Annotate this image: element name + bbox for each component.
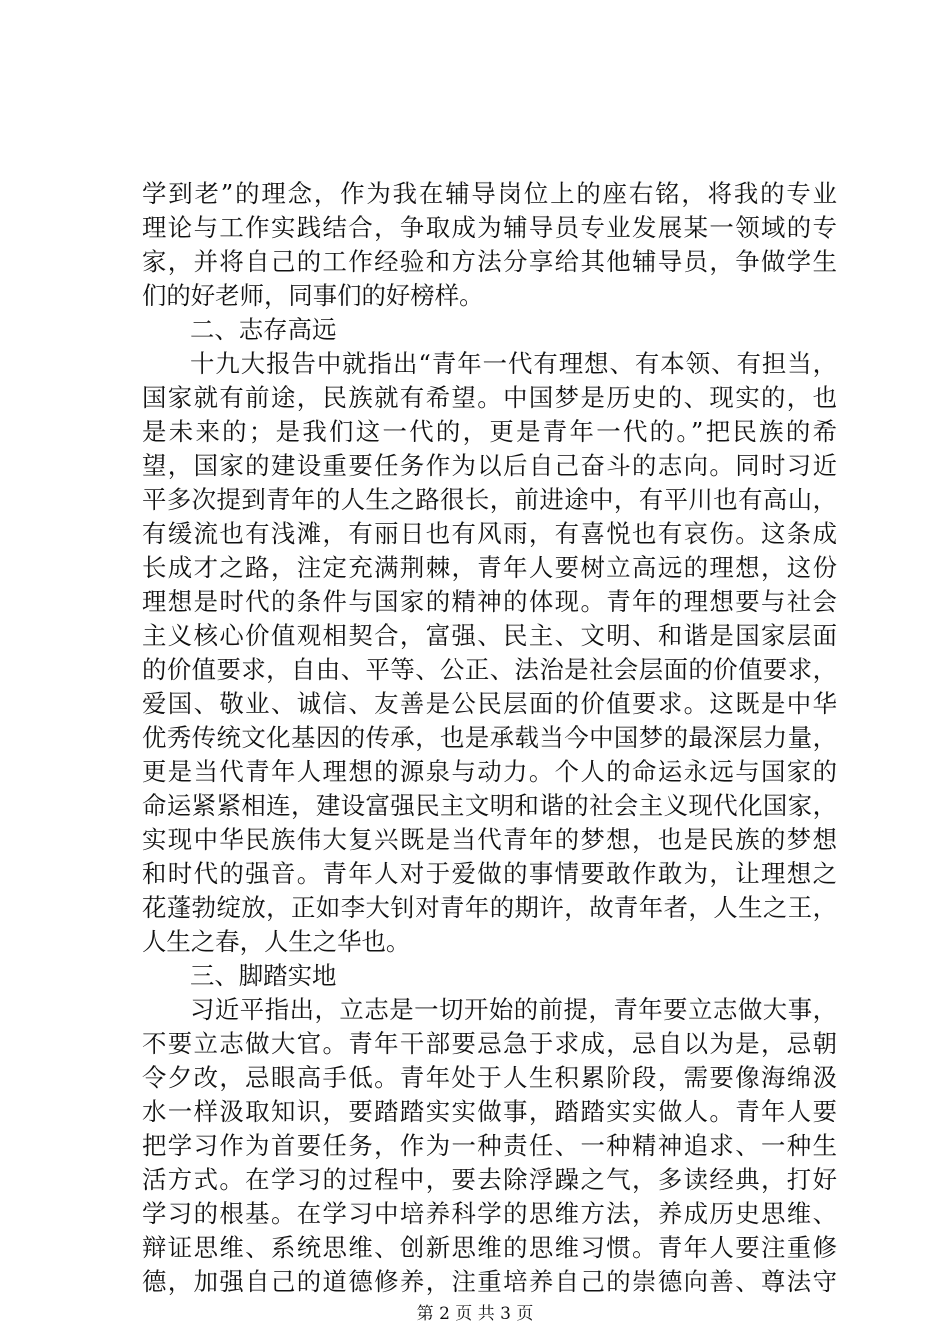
body-text-line: 主义核心价值观相契合，富强、民主、文明、和谐是国家层面: [142, 621, 837, 650]
body-text-line: 平多次提到青年的人生之路很长，前进途中，有平川也有高山，: [142, 485, 837, 514]
body-text-line: 人生之春，人生之华也。: [142, 927, 411, 956]
body-text-line: 有缓流也有浅滩，有丽日也有风雨，有喜悦也有哀伤。这条成: [142, 519, 837, 548]
body-text-line: 学到老”的理念，作为我在辅导岗位上的座右铭，将我的专业: [142, 179, 837, 208]
body-text-line: 学习的根基。在学习中培养科学的思维方法，养成历史思维、: [142, 1199, 837, 1228]
page-number-footer: 第 2 页 共 3 页: [416, 1304, 534, 1324]
body-text-line: 的价值要求，自由、平等、公正、法治是社会层面的价值要求，: [142, 655, 837, 684]
body-text-line: 家，并将自己的工作经验和方法分享给其他辅导员，争做学生: [142, 247, 837, 276]
body-text-line: 理想是时代的条件与国家的精神的体现。青年的理想要与社会: [142, 587, 837, 616]
body-text-line: 花蓬勃绽放，正如李大钊对青年的期许，故青年者，人生之王，: [142, 893, 837, 922]
body-text-line: 德，加强自己的道德修养，注重培养自己的崇德向善、尊法守: [142, 1267, 837, 1296]
paragraph-first-line: 习近平指出，立志是一切开始的前提，青年要立志做大事，: [190, 995, 837, 1024]
paragraph-first-line: 十九大报告中就指出“青年一代有理想、有本领、有担当，: [190, 349, 837, 378]
body-text-line: 和时代的强音。青年人对于爱做的事情要敢作敢为，让理想之: [142, 859, 837, 888]
body-text-line: 爱国、敬业、诚信、友善是公民层面的价值要求。这既是中华: [142, 689, 837, 718]
body-text-line: 望，国家的建设重要任务作为以后自己奋斗的志向。同时习近: [142, 451, 837, 480]
body-text-line: 是未来的；是我们这一代的，更是青年一代的。”把民族的希: [142, 417, 837, 446]
body-text-line: 更是当代青年人理想的源泉与动力。个人的命运永远与国家的: [142, 757, 837, 786]
body-text-line: 活方式。在学习的过程中，要去除浮躁之气，多读经典，打好: [142, 1165, 837, 1194]
body-text-line: 们的好老师，同事们的好榜样。: [142, 281, 484, 310]
body-text-line: 优秀传统文化基因的传承，也是承载当今中国梦的最深层力量，: [142, 723, 837, 752]
body-text-line: 水一样汲取知识，要踏踏实实做事，踏踏实实做人。青年人要: [142, 1097, 837, 1126]
body-text-line: 命运紧紧相连，建设富强民主文明和谐的社会主义现代化国家，: [142, 791, 837, 820]
body-text-line: 国家就有前途，民族就有希望。中国梦是历史的、现实的，也: [142, 383, 837, 412]
body-text-line: 实现中华民族伟大复兴既是当代青年的梦想，也是民族的梦想: [142, 825, 837, 854]
section-heading: 二、志存高远: [190, 315, 337, 344]
body-text-line: 把学习作为首要任务，作为一种责任、一种精神追求、一种生: [142, 1131, 837, 1160]
body-text-line: 长成才之路，注定充满荆棘，青年人要树立高远的理想，这份: [142, 553, 837, 582]
body-text-line: 令夕改，忌眼高手低。青年处于人生积累阶段，需要像海绵汲: [142, 1063, 837, 1092]
body-text-line: 辩证思维、系统思维、创新思维的思维习惯。青年人要注重修: [142, 1233, 837, 1262]
body-text-line: 不要立志做大官。青年干部要忌急于求成，忌自以为是，忌朝: [142, 1029, 837, 1058]
section-heading: 三、脚踏实地: [190, 961, 337, 990]
body-text-line: 理论与工作实践结合，争取成为辅导员专业发展某一领域的专: [142, 213, 837, 242]
